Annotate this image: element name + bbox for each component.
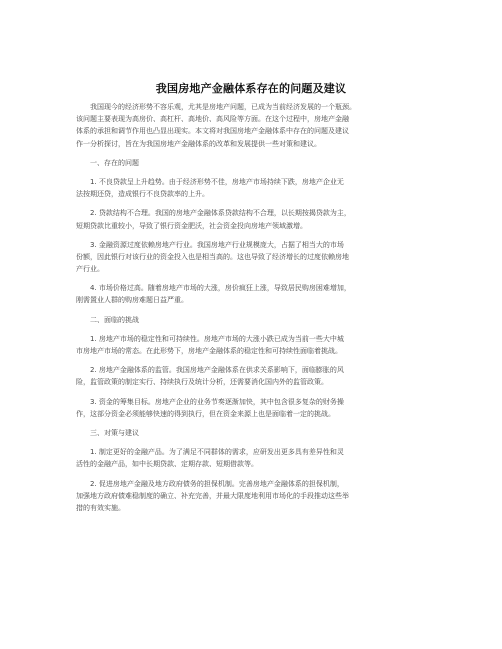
- paragraph-line: 2. 促进房地产金融及地方政府债务的担保机制。完善房地产金融体系的担保机制，: [90, 479, 344, 488]
- intro-line: 该问题主要表现为高房价、高杠杆、高地价、高风险等方面。在这个过程中，房地产金融: [76, 115, 349, 124]
- paragraph-line: 1. 制定更好的金融产品。为了满足不同群体的需求，应研发出更多具有差异性和灵: [90, 448, 344, 457]
- paragraph-line: 作，这部分资金必须能够快速的得到执行，但在资金来源上也是面临着一定的挑战。: [76, 409, 335, 418]
- paragraph-line: 产行业。: [76, 265, 104, 274]
- paragraph-line: 短期贷款比重较小，导致了银行资金肥沃，社会资金投向房地产领域激增。: [76, 221, 307, 230]
- section-heading: 一、存在的问题: [90, 158, 139, 167]
- section-heading: 二、面临的挑战: [90, 315, 139, 324]
- paragraph-line: 份额，因此银行对该行业的资金投入也是相当高的。这也导致了经济增长的过度依赖房地: [76, 252, 349, 261]
- paragraph-line: 加强地方政府债难稳制度的确立、补充完善，并最大限度地利用市场化的手段推动这些举: [76, 491, 349, 500]
- document-title: 我国房地产金融体系存在的问题及建议: [155, 82, 347, 95]
- paragraph-line: 刚需置业人群的购房难题日益严重。: [76, 296, 188, 305]
- intro-line: 作一分析探讨，旨在为我国房地产金融体系的改革和发展提供一些对策和建议。: [76, 139, 321, 148]
- paragraph-line: 1. 不良贷款呈上升趋势。由于经济形势不佳，房地产市场持续下跌，房地产企业无: [90, 177, 344, 186]
- paragraph-line: 措的有效实施。: [76, 503, 125, 512]
- paragraph-line: 险，监管政策的制定实行、持续执行及统计分析，还需要消化国内外的监管政策。: [76, 378, 328, 387]
- paragraph-line: 2. 房地产金融体系的监管。我国房地产金融体系在供求关系影响下，面临膨胀的风: [90, 366, 344, 375]
- paragraph-line: 市房地产市场的常态。在此形势下，房地产金融体系的稳定性和可持续性面临着挑战。: [76, 347, 342, 355]
- paragraph-line: 3. 资金的筹集目标。房地产企业的业务节奏逐渐加快，其中包含很多复杂的财务操: [90, 397, 344, 406]
- paragraph-line: 2. 贷款结构不合理。我国的房地产金融体系贷款结构不合理，以长期按揭贷款为主，: [90, 209, 351, 218]
- paragraph-line: 4. 市场价格过高。随着房地产市场的大涨，房价疯狂上涨，导致居民购房困难增加，: [90, 284, 351, 293]
- intro-line: 我国现今的经济形势不容乐观，尤其是房地产问题，已成为当前经济发展的一个瓶颈。: [90, 103, 356, 111]
- intro-line: 体系的承担和调节作用也凸显出现实。本文将对我国房地产金融体系中存在的问题及建议: [76, 127, 349, 136]
- paragraph-line: 法按期还贷，造成银行不良贷款率的上升。: [76, 190, 209, 199]
- paragraph-line: 活性的金融产品，如中长期贷款、定期存款、短期借款等。: [76, 460, 258, 469]
- document-body: [76, 101, 438, 514]
- paragraph-line: 1. 房地产市场的稳定性和可持续性。房地产市场的大涨小跌已成为当前一些大中城: [90, 334, 344, 343]
- paragraph-line: 3. 金融资源过度依赖房地产行业。我国房地产行业规模庞大，占据了相当大的市场: [90, 240, 344, 249]
- section-heading: 三、对策与建议: [90, 428, 139, 437]
